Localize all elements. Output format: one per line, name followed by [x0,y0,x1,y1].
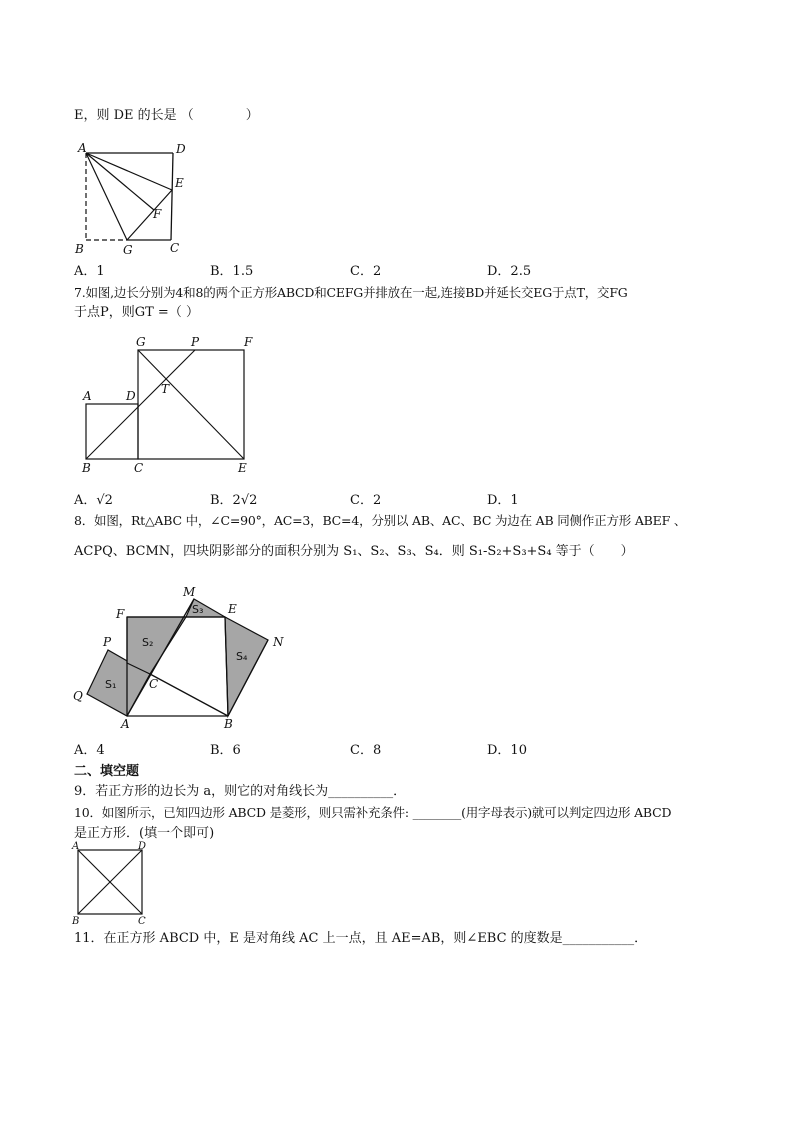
q7-label-A: A [83,389,92,403]
q6-option-b: B．1.5 [210,264,254,279]
q7-label-C: C [134,461,144,475]
q8-option-b: B．6 [210,743,241,758]
q8-label-S3: S₃ [192,603,204,616]
q7-seg-GE [138,350,244,459]
q10-label-D: D [138,841,147,852]
q7-option-c: C．2 [350,493,382,508]
q8-label-M: M [183,585,196,599]
q6-seg-AG [86,153,127,240]
q6-stem-tail: E，则 DE 的长是 （ ） [74,108,259,123]
q10-label-A: A [72,841,80,852]
q6-label-C: C [170,241,180,255]
q10-stem-line2: 是正方形．(填一个即可) [74,826,215,841]
q8-label-P: P [103,635,112,649]
q10-stem-line1: 10．如图所示，已知四边形 ABCD 是菱形，则只需补充条件: ________(用字母表示)就可以判定四边形 ABCD [74,805,672,820]
q8-option-d: D．10 [487,743,527,758]
q8-label-B: B [224,717,233,731]
q8-figure [70,580,300,735]
q8-label-S2: S₂ [142,636,154,649]
q7-stem-line2: 于点P，则GT =（ ） [74,305,199,320]
q6-figure [70,140,200,260]
q8-label-C: C [149,677,159,691]
q8-label-F: F [116,607,125,621]
q7-option-d: D．1 [487,493,519,508]
q6-seg-AE [86,153,172,190]
q6-option-d: D．2.5 [487,264,532,279]
q6-seg-DC [171,153,173,240]
q7-label-E: E [238,461,247,475]
q7-label-G: G [136,335,146,349]
q6-seg-AF [86,153,154,210]
q10-label-B: B [72,916,80,927]
q8-label-S1: S₁ [105,678,117,691]
q6-label-E: E [175,176,184,190]
q10-figure [70,840,160,930]
q8-label-N: N [273,635,284,649]
section-title-fill-in: 二、填空题 [74,764,140,779]
q7-label-F: F [244,335,253,349]
q8-label-S4: S₄ [236,650,248,663]
q8-stem-line1: 8．如图，Rt△ABC 中，∠C=90°，AC=3，BC=4，分别以 AB、AC、BC 为边在 AB 同侧作正方形 ABEF 、 [74,513,687,528]
q7-label-D: D [126,389,136,403]
q10-label-C: C [138,916,146,927]
q7-option-b: B．2√2 [210,493,258,508]
q6-option-a: A．1 [74,264,105,279]
q9-text: 9．若正方形的边长为 a，则它的对角线长为__________． [74,784,407,799]
q6-label-F: F [153,207,162,221]
q8-stem-line2: ACPQ、BCMN，四块阴影部分的面积分别为 S₁、S₂、S₃、S₄．则 S₁-S₂+S₃+S₄ 等于（ ） [74,544,634,559]
q8-option-a: A．4 [74,743,105,758]
q6-seg-GE [127,190,172,240]
q6-label-B: B [75,242,84,256]
q6-label-G: G [123,243,133,257]
q8-option-c: C．8 [350,743,382,758]
q7-stem-line1: 7.如图,边长分别为4和8的两个正方形ABCD和CEFG并排放在一起,连接BD并延长交EG于点T，交FG [74,285,628,300]
q6-label-A: A [78,141,87,155]
q6-label-D: D [176,142,186,156]
q7-label-P: P [191,335,200,349]
q11-text: 11．在正方形 ABCD 中，E 是对角线 AC 上一点，且 AE=AB，则∠EBC 的度数是___________． [74,931,648,946]
q6-option-c: C．2 [350,264,382,279]
q8-label-A: A [121,717,130,731]
q7-figure [74,330,264,480]
q8-label-Q: Q [73,689,83,703]
q7-label-T: T [161,382,170,396]
q8-label-E: E [228,602,237,616]
q7-option-a: A．√2 [74,493,113,508]
q8-shade-S4 [225,617,268,716]
q7-label-B: B [82,461,91,475]
